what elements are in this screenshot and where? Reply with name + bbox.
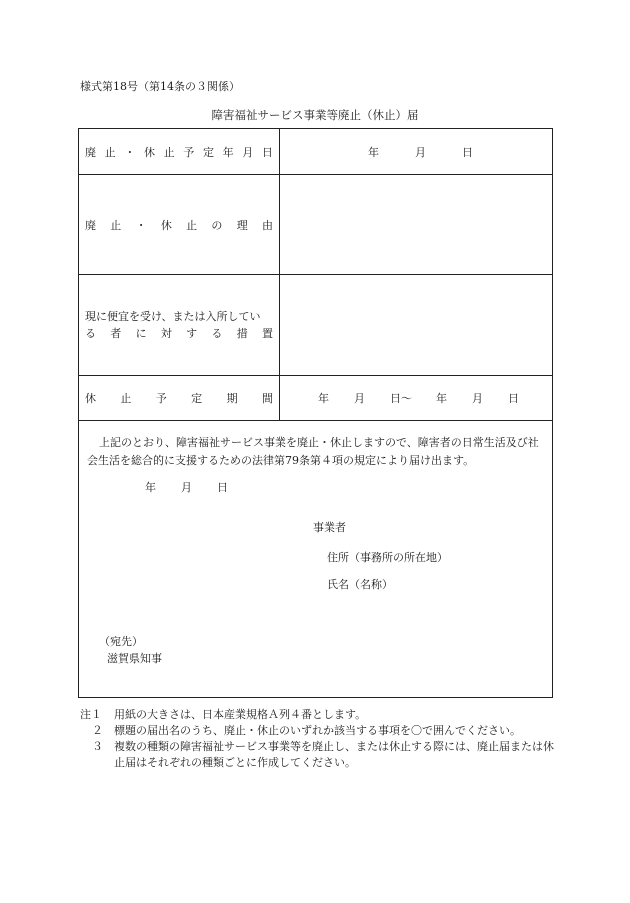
year-label: 年 xyxy=(368,145,379,159)
label-text: 廃 止 ・ 休 止 の 理 由 xyxy=(85,218,273,232)
form-table xyxy=(78,128,553,420)
declaration-box xyxy=(78,420,553,698)
submit-day-label: 日 xyxy=(217,481,228,494)
note-text: 標題の届出名のうち、廃止・休止のいずれか該当する事項を〇で囲んでください。 xyxy=(114,724,521,737)
value-suspension-period[interactable] xyxy=(280,376,552,420)
note-item xyxy=(80,707,560,723)
submit-month-label: 月 xyxy=(181,481,192,494)
document-title: 障害福祉サービス事業等廃止（休止）届 xyxy=(211,108,419,122)
note-number: ２ xyxy=(92,724,103,737)
value-planned-date[interactable] xyxy=(280,129,552,174)
notes-section xyxy=(80,707,560,771)
note-text: 複数の種類の障害福祉サービス事業等を廃止し、または休止する際には、廃止届または休止届はそれぞれの種類ごとに作成してください。 xyxy=(114,740,554,769)
day-label: 日 xyxy=(462,145,473,159)
note-number: 注１ xyxy=(80,708,102,721)
label-text-line1: 現に便宜を受け、または入所してい xyxy=(85,310,261,323)
note-text: 用紙の大きさは、日本産業規格Ａ列４番とします。 xyxy=(114,708,367,721)
value-reason[interactable] xyxy=(280,175,552,274)
end-month-label: 月 xyxy=(472,392,483,405)
note-item xyxy=(80,723,560,739)
note-item xyxy=(80,739,560,771)
form-number: 様式第18号（第14条の３関係） xyxy=(80,80,240,93)
table-row-suspension-period xyxy=(79,376,552,421)
table-row-reason xyxy=(79,175,552,275)
table-row-measures xyxy=(79,275,552,376)
label-text: 休 止 予 定 期 間 xyxy=(85,392,273,405)
address-label: 住所（事務所の所在地） xyxy=(327,551,448,564)
value-measures[interactable] xyxy=(280,275,552,375)
month-label: 月 xyxy=(415,145,426,159)
declaration-text: 上記のとおり、障害福祉サービス事業を廃止・休止しますので、障害者の日常生活及び社会生活を総合的に支援するための法律第79条第４項の規定により届け出ます。 xyxy=(87,436,539,467)
label-text: 廃 止 ・ 休 止 予 定 年 月 日 xyxy=(85,145,273,159)
table-row-planned-date xyxy=(79,129,552,175)
label-reason xyxy=(79,175,280,274)
start-year-label: 年 xyxy=(318,392,329,405)
addressee-heading: （宛先） xyxy=(99,635,143,648)
note-number: ３ xyxy=(92,740,103,753)
end-day-label: 日 xyxy=(508,392,519,405)
label-planned-date xyxy=(79,129,280,174)
label-suspension-period xyxy=(79,376,280,420)
end-year-label: 年 xyxy=(436,392,447,405)
business-label: 事業者 xyxy=(313,521,346,534)
start-day-label: 日～ xyxy=(390,392,412,405)
submit-year-label: 年 xyxy=(145,481,156,494)
start-month-label: 月 xyxy=(354,392,365,405)
label-measures xyxy=(79,275,280,375)
label-text-line2: る 者 に 対 す る 措 置 xyxy=(85,327,273,340)
name-label: 氏名（名称） xyxy=(327,578,393,591)
addressee-name: 滋賀県知事 xyxy=(107,652,162,665)
